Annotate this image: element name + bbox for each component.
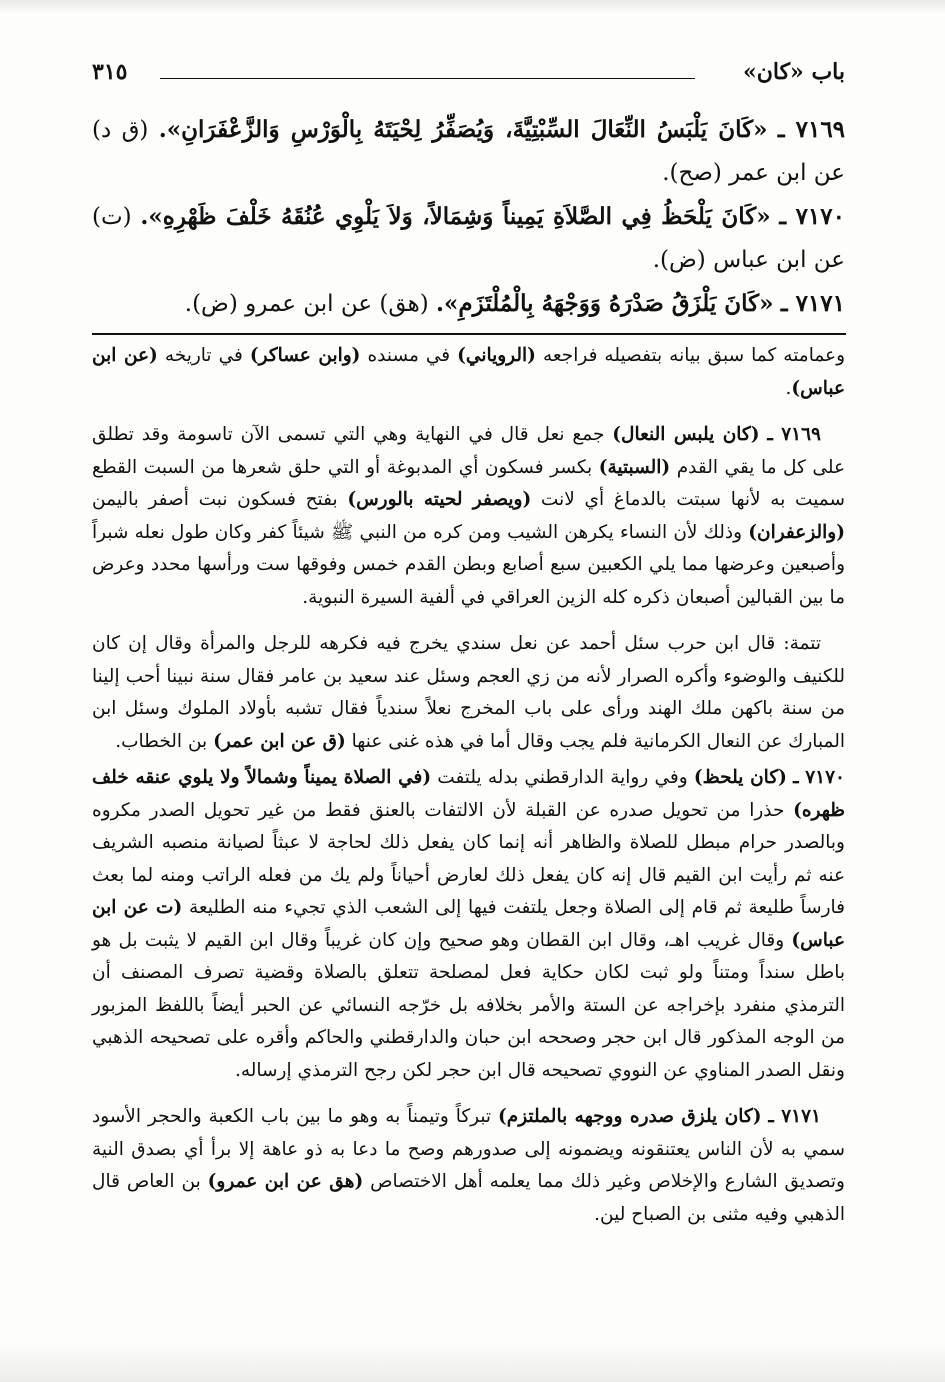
hadith-7171 bbox=[92, 282, 845, 326]
commentary-7169 bbox=[92, 419, 845, 614]
commentary-text: بن الخطاب. bbox=[115, 730, 208, 752]
commentary-bold: (هق عن ابن عمرو) bbox=[207, 1171, 364, 1192]
commentary bbox=[92, 340, 845, 1245]
hadith-number: ٧١٧١ ـ bbox=[780, 290, 845, 317]
hadith-texts bbox=[92, 108, 845, 326]
commentary-continuation bbox=[92, 340, 845, 405]
hadith-number: ٧١٦٩ ـ bbox=[777, 116, 846, 143]
commentary-bold: (ويصفر لحيته بالورس) bbox=[347, 489, 532, 510]
commentary-text: وعمامته كما سبق بيانه بتفصيله فراجعه bbox=[542, 345, 846, 366]
page-number: ٣١٥ bbox=[92, 59, 128, 85]
hadith-matn: «كَانَ يَلْزَقُ صَدْرَهُ وَوَجْهَهُ بِالْمُلْتَزَمِ». bbox=[436, 290, 774, 317]
commentary-bold: (في الصلاة يميناً وشمالاً ولا يلوي عنقه خلف ظهره) bbox=[92, 767, 846, 821]
commentary-bold: (عن ابن عباس) bbox=[92, 345, 845, 399]
commentary-bold: (الروياني) bbox=[457, 345, 536, 366]
hadith-source: (هق) عن ابن عمرو (ض). bbox=[184, 291, 429, 317]
commentary-tatimma bbox=[92, 628, 845, 758]
page-header bbox=[92, 56, 845, 92]
commentary-number: ٧١٧١ ـ bbox=[768, 1106, 821, 1127]
commentary-bold: (وابن عساكر) bbox=[249, 345, 361, 366]
hadith-7169 bbox=[92, 108, 845, 195]
commentary-text: بكسر فسكون أي المدبوغة أو التي حلق شعرها من السبت القطع سميت به لأنها سبتت بالدماغ أي لانت bbox=[92, 456, 845, 510]
scan-edge-bottom bbox=[0, 1342, 945, 1382]
commentary-bold: (ت عن ابن عباس) bbox=[92, 897, 845, 951]
commentary-text: . bbox=[785, 377, 792, 399]
commentary-text: حذرا من تحويل صدره عن القبلة لأن الالتفات بالعنق فقط من غير تحويل الصدر مكروه وبالصدر حرام مبطل للصلاة والظاهر أنه إنما كان يفعل ذلك لحاجة لا عبثاً لصيانة منصبه الشريف عنه ثم رأيت ابن القيم قال إنه كان يفعل ذلك لعارض أحياناً ولم يك من فعله الراتب ومنه لما بعث فارساً طليعة ثم قام إلى الصلاة وجعل يلتفت فيها إلى الشعب الذي تجيء منه الطليعة bbox=[92, 799, 845, 918]
scan-edge-top bbox=[0, 0, 945, 14]
commentary-text: وذلك لأن النساء يكرهن الشيب ومن كره من النبي ﷺ شيئاً كفر وكان طول نعله شبراً وأصبعين وعرضها مما يلي الكعبين سبع أصابع وبطن القدم خمس وفوقها ست ورأسها محدد وعرض ما بين القبالين أصبعان ذكره كله الزين العراقي في ألفية السيرة النبوية. bbox=[92, 521, 845, 608]
commentary-text: قال ابن حرب سئل أحمد عن نعل سندي يخرج فيه فكرهه للرجل والمرأة وقال إن كان للكنيف والوضوء وأكره الصرار لأنه من زي العجم وسئل عند سعيد بن عامر فقال سنة نبينا أحب إلينا من سنة باكهن ملك الهند ورأى على باب المخرج نعلاً سندياً فقال تشبه بأولاد الملوك وسئل ابن المبارك عن النعال الكرمانية فلم يجب وقال أما في هذه غنى عنها bbox=[92, 633, 845, 752]
commentary-bold: (والزعفران) bbox=[748, 521, 845, 543]
footnote-divider bbox=[92, 333, 846, 335]
header-rule bbox=[160, 78, 695, 79]
commentary-7170 bbox=[92, 762, 845, 1087]
commentary-bold: (السبتية) bbox=[598, 456, 671, 478]
commentary-text: جمع نعل قال في النهاية وهي التي تسمى الآن تاسومة وقد تطلق على كل ما يقي القدم bbox=[92, 424, 845, 478]
commentary-label: تتمة: bbox=[783, 633, 821, 654]
commentary-text: في مسنده bbox=[367, 345, 451, 366]
commentary-bold: (ق عن ابن عمر) bbox=[213, 730, 346, 752]
commentary-bold: (كان يلبس النعال) bbox=[612, 424, 760, 445]
commentary-text: بفتح فسكون نبت أصفر باليمن bbox=[92, 489, 338, 510]
commentary-bold: (كان يلزق صدره ووجهه بالملتزم) bbox=[497, 1106, 762, 1127]
hadith-source: (ق د) عن ابن عمر (صح). bbox=[92, 117, 845, 186]
commentary-text: وقال غريب اهـ، وقال ابن القطان وهو صحيح وإن كان غريباً وقال ابن القيم لا يثبت بل هو باطل سنداً ومتناً ولو ثبت لكان حكاية فعل لمصلحة تتعلق بالصلاة وقضية تصرف المصنف أن الترمذي منفرد بإخراجه عن الستة والأمر بخلافه بل خرّجه النسائي عن الحبر أيضاً باللفظ المزبور من الوجه المذكور قال ابن حجر وصححه ابن حبان والدارقطني والحاكم وأقره على تصحيحه الذهبي ونقل الصدر المناوي عن النووي تصحيحه قال ابن حجر لكن رجح الترمذي إرساله. bbox=[92, 929, 845, 1081]
hadith-matn: «كَانَ يَلْبَسُ النِّعَالَ السِّبْتِيَّةَ، وَيُصَفِّرُ لِحْيَتَهُ بِالْوَرْسِ وَالزَّعْفَرَانِ». bbox=[158, 116, 768, 143]
commentary-text: وفي رواية الدارقطني بدله يلتفت bbox=[437, 767, 688, 788]
hadith-source: (ت) عن ابن عباس (ض). bbox=[92, 204, 845, 273]
commentary-text: تبركاً وتيمناً به وهو ما بين باب الكعبة والحجر الأسود سمي به لأن الناس يعتنقونه ويضمونه إلى صدورهم وصح ما دعا به ذو عاهة إلا برأ أي بصدق النية وتصديق الشارع والإخلاص وغير ذلك مما يعلمه أهل الاختصاص bbox=[92, 1106, 845, 1192]
commentary-text: بن العاص قال الذهبي وفيه مثنى بن الصباح لين. bbox=[92, 1171, 845, 1225]
commentary-7171 bbox=[92, 1101, 845, 1231]
commentary-bold: (كان يلحظ) bbox=[693, 767, 787, 788]
commentary-number: ٧١٧٠ ـ bbox=[793, 767, 845, 788]
hadith-matn: «كَانَ يَلْحَظُ فِي الصَّلاَةِ يَمِيناً وَشِمَالاً، وَلاَ يَلْوِي عُنُقَهُ خَلْفَ ظَهْرِهِ». bbox=[140, 203, 771, 230]
commentary-text: في تاريخه bbox=[164, 345, 243, 366]
hadith-number: ٧١٧٠ ـ bbox=[779, 203, 845, 230]
chapter-title: باب «كان» bbox=[742, 59, 845, 85]
commentary-number: ٧١٦٩ ـ bbox=[767, 424, 821, 445]
hadith-7170 bbox=[92, 195, 845, 282]
